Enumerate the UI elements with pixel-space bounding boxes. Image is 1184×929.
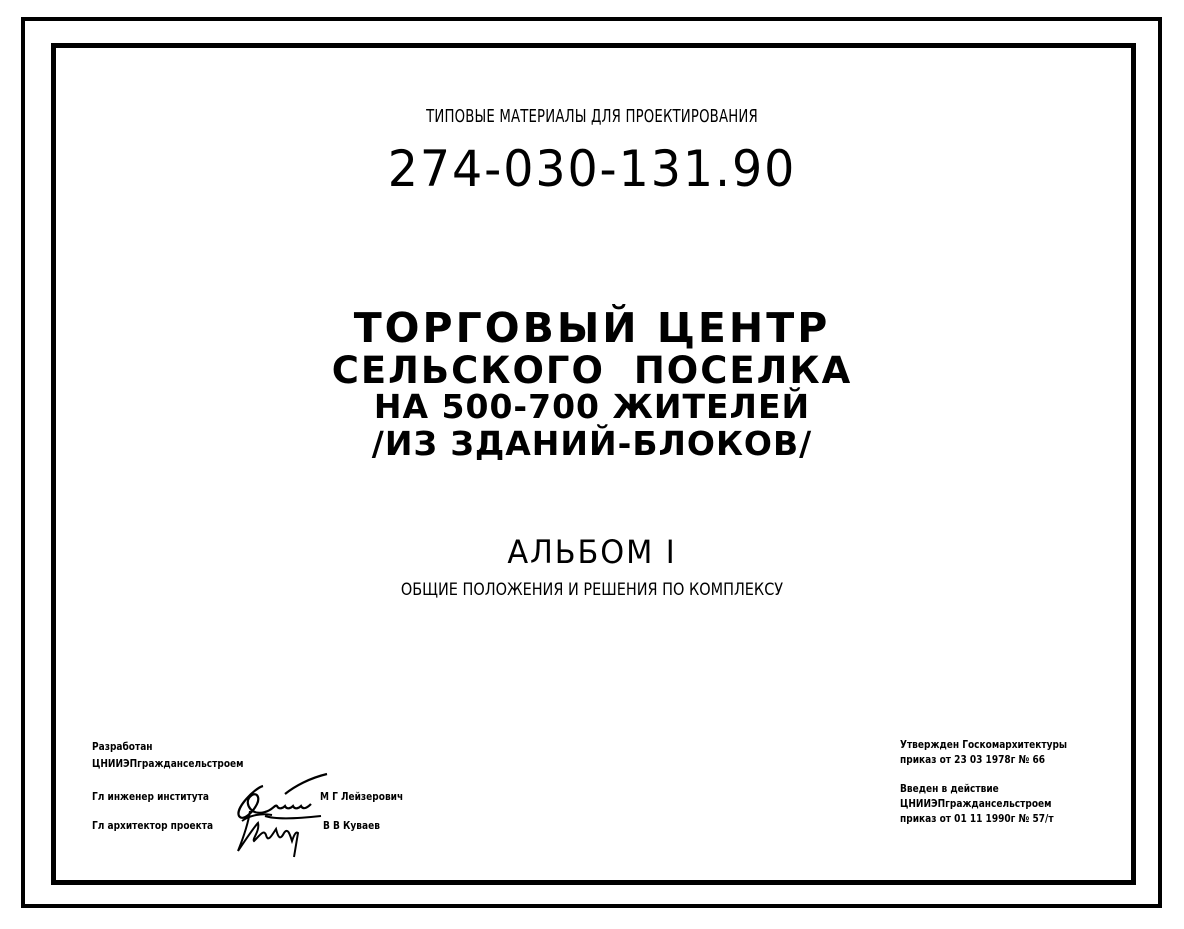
series-title: ТИПОВЫЕ МАТЕРИАЛЫ ДЛЯ ПРОЕКТИРОВАНИЯ	[426, 106, 758, 127]
album-subtitle: ОБЩИЕ ПОЛОЖЕНИЯ И РЕШЕНИЯ ПО КОМПЛЕКСУ	[400, 580, 784, 600]
developer-organization: ЦНИИЭПграждансельстроем	[92, 757, 244, 770]
album-label: АЛЬБОМ I	[507, 533, 677, 571]
approved-order: приказ от 23 03 1978г № 66	[900, 753, 1046, 766]
title-line-3: НА 500-700 ЖИТЕЛЕЙ	[373, 387, 811, 426]
enacted-organization: ЦНИИЭПграждансельстроем	[900, 797, 1052, 810]
title-line-4: /ИЗ ЗДАНИЙ-БЛОКОВ/	[371, 424, 813, 463]
enacted-line: Введен в действие	[900, 782, 999, 795]
signature-chief-architect	[232, 805, 322, 865]
document-code: 274-030-131.90	[387, 140, 797, 198]
title-line-2: СЕЛЬСКОГО ПОСЕЛКА	[331, 349, 853, 392]
chief-engineer-role: Гл инженер института	[92, 790, 209, 803]
chief-architect-name: В В Куваев	[323, 819, 380, 832]
approved-line: Утвержден Госкомархитектуры	[900, 738, 1068, 751]
title-line-1: ТОРГОВЫЙ ЦЕНТР	[353, 304, 831, 352]
enacted-order: приказ от 01 11 1990г № 57/т	[900, 812, 1054, 825]
developed-label: Разработан	[92, 740, 153, 753]
chief-engineer-name: М Г Лейзерович	[320, 790, 404, 803]
chief-architect-role: Гл архитектор проекта	[92, 819, 214, 832]
